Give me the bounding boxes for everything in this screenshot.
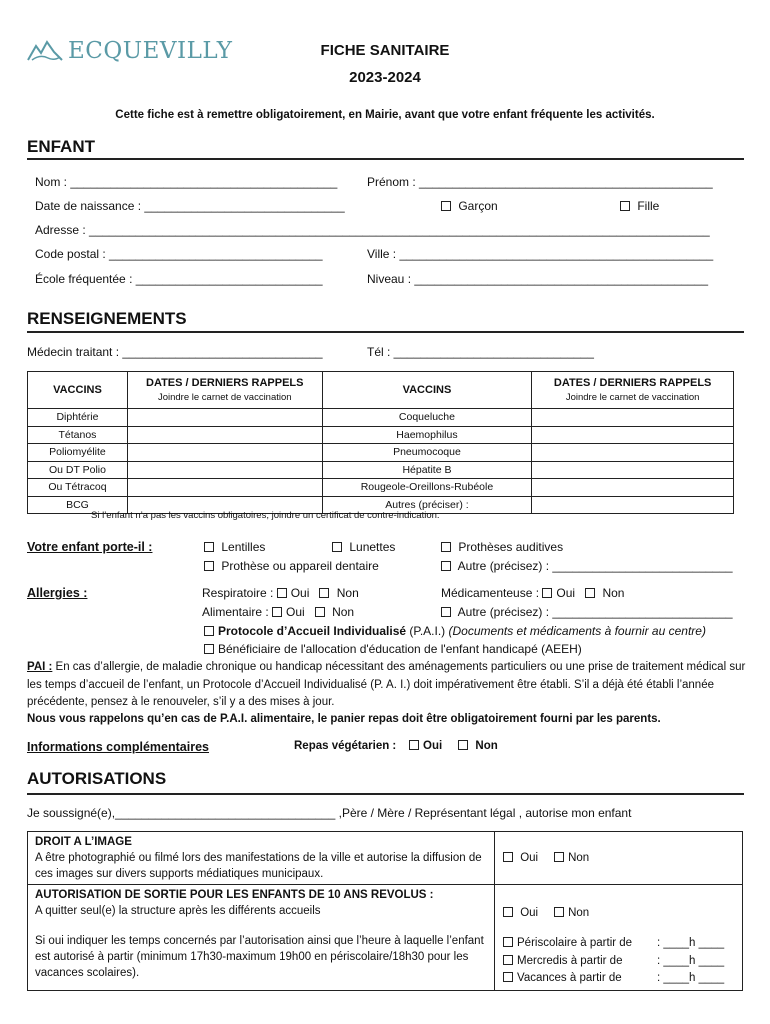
repas-non-checkbox[interactable] xyxy=(458,740,468,750)
intro-text: Cette fiche est à remettre obligatoirement, en Mairie, avant que votre enfant fréquente les activités. xyxy=(115,109,655,121)
pai-label: PAI : xyxy=(27,661,53,673)
vaccine-name: Hépatite B xyxy=(322,461,532,479)
date-cell[interactable] xyxy=(127,426,322,444)
sortie-row xyxy=(28,885,743,991)
date-cell[interactable] xyxy=(127,461,322,479)
vaccine-name: Rougeole-Oreillons-Rubéole xyxy=(322,479,532,497)
vaccine-name: Coqueluche xyxy=(322,409,532,427)
respiratoire-non-checkbox[interactable] xyxy=(319,588,329,598)
periscolaire-option[interactable] xyxy=(503,935,735,953)
sortie-title: AUTORISATION DE SORTIE POUR LES ENFANTS DE 10 ANS REVOLUS : xyxy=(35,889,434,901)
sortie-oui-checkbox[interactable] xyxy=(503,907,513,917)
droit-image-choice xyxy=(495,832,743,885)
garcon-label: Garçon xyxy=(458,199,498,213)
garcon-checkbox[interactable] xyxy=(441,201,451,211)
oui-label: Oui xyxy=(520,852,539,864)
vaccine-name: Ou DT Polio xyxy=(28,461,128,479)
date-naissance-field[interactable]: Date de naissance : ______________________________ xyxy=(35,199,345,213)
date-cell[interactable] xyxy=(532,461,734,479)
table-row xyxy=(28,409,734,427)
periscolaire-label: Périscolaire à partir de xyxy=(517,937,633,949)
date-cell[interactable] xyxy=(127,444,322,462)
oui-label: Oui xyxy=(286,605,305,619)
sortie-oui-non xyxy=(503,905,735,921)
lunettes-option[interactable] xyxy=(332,540,395,554)
vacances-checkbox[interactable] xyxy=(503,972,513,982)
non-label: Non xyxy=(568,852,590,864)
non-label: Non xyxy=(602,586,625,600)
prenom-field[interactable]: Prénom : ____________________________________________ xyxy=(367,175,713,189)
table-header-row xyxy=(28,372,734,409)
date-cell[interactable] xyxy=(532,426,734,444)
mercredis-time[interactable]: : ____h ____ xyxy=(657,954,725,967)
allergie-alimentaire xyxy=(202,605,354,619)
porte-autre-option[interactable] xyxy=(441,559,733,573)
soussigne-field[interactable]: Je soussigné(e),_________________________________ ,Père / Mère / Représentant légal , autorise mon enfant xyxy=(27,806,632,820)
aeeh-label: Bénéficiaire de l'allocation d'éducation de l'enfant handicapé (AEEH) xyxy=(218,642,582,656)
vaccine-name: BCG xyxy=(28,496,128,514)
allergie-respiratoire xyxy=(202,586,359,600)
section-renseignements-heading: RENSEIGNEMENTS xyxy=(27,309,187,328)
sortie-non-checkbox[interactable] xyxy=(554,907,564,917)
vaccins-table xyxy=(27,371,734,514)
page-title: FICHE SANITAIRE xyxy=(320,42,450,59)
pai-paragraph xyxy=(27,659,747,712)
allergie-autre-checkbox[interactable] xyxy=(441,607,451,617)
pai-checkbox[interactable] xyxy=(204,626,214,636)
pai-note: (Documents et médicaments à fournir au centre) xyxy=(448,624,706,638)
section-autorisations-heading: AUTORISATIONS xyxy=(27,769,167,788)
oui-label: Oui xyxy=(423,740,443,752)
image-oui-checkbox[interactable] xyxy=(503,852,513,862)
dates-header: DATES / DERNIERS RAPPELS Joindre le carnet de vaccination xyxy=(532,372,734,409)
non-label: Non xyxy=(332,605,355,619)
date-cell[interactable] xyxy=(532,409,734,427)
allergie-autre-option[interactable] xyxy=(441,605,733,619)
porte-autre-checkbox[interactable] xyxy=(441,561,451,571)
droit-image-cell xyxy=(28,832,495,885)
section-divider xyxy=(27,331,744,333)
oui-label: Oui xyxy=(520,907,539,919)
lunettes-checkbox[interactable] xyxy=(332,542,342,552)
code-postal-field[interactable]: Code postal : ________________________________ xyxy=(35,247,323,261)
pai-text: En cas d’allergie, de maladie chronique ou handicap nécessitant des aménagements particuliers ou une prise de traitement médical sur les temps d’accueil de l’enfant, un Protocole d’Accueil Individualisé (P. A. I.) doit impérativement être établi. S’il a déjà été établi l’année précédente, pensez à le renouveler, s’il y a des mises à jour. xyxy=(27,661,746,708)
date-cell[interactable] xyxy=(532,479,734,497)
sortie-choice xyxy=(495,885,743,991)
repas-label: Repas végétarien : xyxy=(294,740,397,752)
tel-field[interactable]: Tél : ______________________________ xyxy=(367,345,594,359)
non-label: Non xyxy=(336,586,359,600)
alimentaire-label: Alimentaire : xyxy=(202,605,269,619)
section-enfant-heading: ENFANT xyxy=(27,137,95,156)
section-divider xyxy=(27,158,744,160)
aeeh-option[interactable] xyxy=(204,642,582,656)
respiratoire-oui-checkbox[interactable] xyxy=(277,588,287,598)
droit-image-text: A être photographié ou filmé lors des manifestations de la ville et autorise la diffusion de ces images sur divers supports médiatiques municipaux. xyxy=(35,852,482,880)
table-row xyxy=(28,426,734,444)
image-non-checkbox[interactable] xyxy=(554,852,564,862)
vaccine-name: Autres (préciser) : xyxy=(322,496,532,514)
allergies-label: Allergies : xyxy=(27,586,88,600)
alimentaire-oui-checkbox[interactable] xyxy=(272,607,282,617)
alimentaire-non-checkbox[interactable] xyxy=(315,607,325,617)
medicamenteuse-label: Médicamenteuse : xyxy=(441,586,540,600)
fille-option[interactable] xyxy=(620,199,659,213)
pai-option[interactable] xyxy=(204,624,706,638)
prothese-dentaire-checkbox[interactable] xyxy=(204,561,214,571)
school-year: 2023-2024 xyxy=(349,69,421,86)
non-label: Non xyxy=(568,907,590,919)
vaccine-name: Haemophilus xyxy=(322,426,532,444)
porte-label: Votre enfant porte-il : xyxy=(27,540,153,554)
vaccine-name: Ou Tétracoq xyxy=(28,479,128,497)
protheses-auditives-checkbox[interactable] xyxy=(441,542,451,552)
respiratoire-label: Respiratoire : xyxy=(202,586,274,600)
mercredis-checkbox[interactable] xyxy=(503,955,513,965)
oui-label: Oui xyxy=(290,586,310,600)
protheses-auditives-label: Prothèses auditives xyxy=(458,540,564,554)
fille-label: Fille xyxy=(637,199,660,213)
droit-image-title: DROIT A L’IMAGE xyxy=(35,836,132,848)
infos-label: Informations complémentaires xyxy=(27,740,209,754)
protheses-auditives-option[interactable] xyxy=(441,540,563,554)
date-cell[interactable] xyxy=(127,409,322,427)
niveau-field[interactable]: Niveau : ____________________________________________ xyxy=(367,272,709,286)
vaccine-name: Tétanos xyxy=(28,426,128,444)
lentilles-label: Lentilles xyxy=(221,540,266,554)
sortie-temps xyxy=(503,935,735,988)
pai-reminder: Nous vous rappelons qu’en cas de P.A.I. alimentaire, le panier repas doit être obligatoirement fourni par les parents. xyxy=(27,713,661,725)
pai-option-label: Protocole d’Accueil Individualisé xyxy=(218,624,407,638)
vaccine-name: Pneumocoque xyxy=(322,444,532,462)
repas-vegetarien xyxy=(294,740,498,752)
ecole-field[interactable]: École fréquentée : ____________________________ xyxy=(35,272,323,286)
dates-header: DATES / DERNIERS RAPPELS Joindre le carnet de vaccination xyxy=(127,372,322,409)
date-cell[interactable] xyxy=(532,496,734,514)
table-row xyxy=(28,479,734,497)
vacances-option[interactable] xyxy=(503,970,735,988)
allergie-autre-label: Autre (précisez) : ___________________________ xyxy=(457,605,733,619)
periscolaire-checkbox[interactable] xyxy=(503,937,513,947)
sortie-text: A quitter seul(e) la structure après les différents accueils xyxy=(35,905,321,917)
medicamenteuse-non-checkbox[interactable] xyxy=(585,588,595,598)
date-cell[interactable] xyxy=(532,444,734,462)
oui-label: Oui xyxy=(556,586,576,600)
lentilles-option[interactable] xyxy=(204,540,265,554)
medicamenteuse-oui-checkbox[interactable] xyxy=(542,588,552,598)
mercredis-option[interactable] xyxy=(503,953,735,971)
mercredis-label: Mercredis à partir de xyxy=(517,954,623,967)
lunettes-label: Lunettes xyxy=(349,540,396,554)
autorisations-table xyxy=(27,831,743,991)
aeeh-checkbox[interactable] xyxy=(204,644,214,654)
vaccins-header: VACCINS xyxy=(28,372,128,409)
non-label: Non xyxy=(475,740,498,752)
vaccine-name: Poliomyélite xyxy=(28,444,128,462)
vacances-time[interactable]: : ____h ____ xyxy=(657,972,725,984)
adresse-field[interactable]: Adresse : _____________________________________________________________________________________________ xyxy=(35,223,710,237)
sortie-detail: Si oui indiquer les temps concernés par l’autorisation ainsi que l’heure à laquelle l’enfant est autorisé à partir (minimum 17h30-maximum 19h00 en périscolaire/18h30 pour les vacances scolaires). xyxy=(35,935,484,979)
periscolaire-time[interactable]: : ____h ____ xyxy=(657,937,725,949)
repas-oui-checkbox[interactable] xyxy=(409,740,419,750)
prothese-dentaire-label: Prothèse ou appareil dentaire xyxy=(221,559,379,573)
ville-field[interactable]: Ville : _______________________________________________ xyxy=(367,247,714,261)
vacances-label: Vacances à partir de xyxy=(517,972,622,984)
fille-checkbox[interactable] xyxy=(620,201,630,211)
lentilles-checkbox[interactable] xyxy=(204,542,214,552)
garcon-option[interactable] xyxy=(441,199,498,213)
section-divider xyxy=(27,793,744,795)
date-cell[interactable] xyxy=(127,479,322,497)
sortie-cell xyxy=(28,885,495,991)
medecin-field[interactable]: Médecin traitant : ______________________________ xyxy=(27,345,323,359)
nom-field[interactable]: Nom : ________________________________________ xyxy=(35,175,338,189)
vaccins-note: Si l’enfant n’a pas les vaccins obligatoires, joindre un certificat de contre-indication. xyxy=(91,510,440,521)
table-row xyxy=(28,444,734,462)
logo-text: ECQUEVILLY xyxy=(68,38,233,64)
table-row xyxy=(28,461,734,479)
pai-abbr: (P.A.I.) xyxy=(406,624,449,638)
allergie-medicamenteuse xyxy=(441,586,624,600)
vaccine-name: Diphtérie xyxy=(28,409,128,427)
porte-autre-label: Autre (précisez) : ___________________________ xyxy=(457,559,733,573)
droit-image-row xyxy=(28,832,743,885)
vaccins-header: VACCINS xyxy=(322,372,532,409)
prothese-dentaire-option[interactable] xyxy=(204,559,379,573)
